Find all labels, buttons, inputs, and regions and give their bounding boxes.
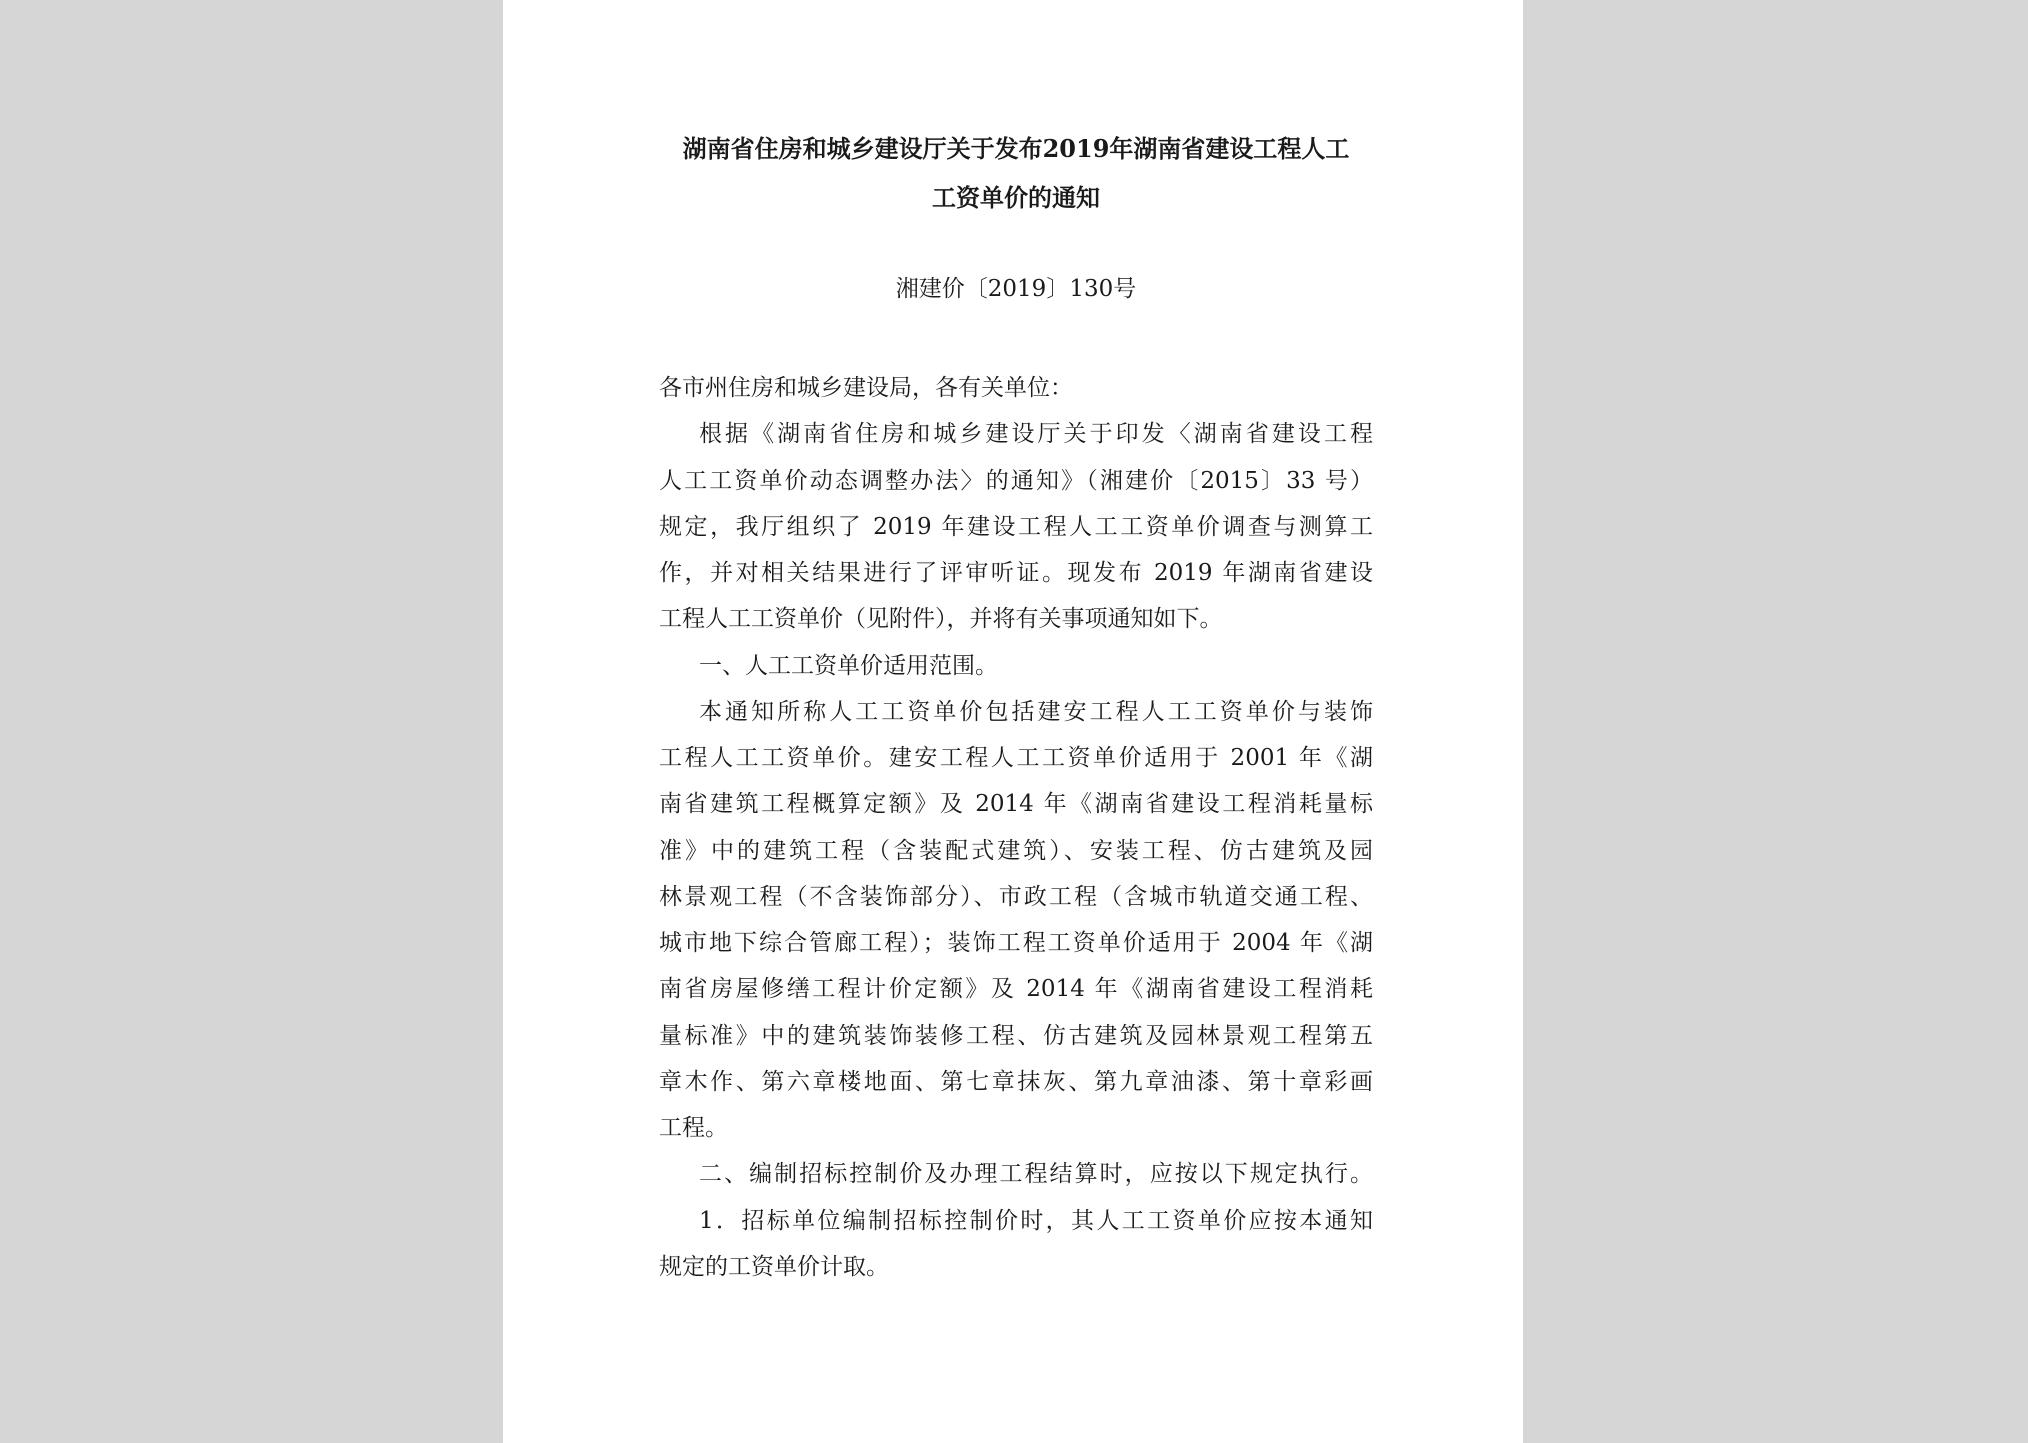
body-line: 城市地下综合管廊工程）；装饰工程工资单价适用于 2004 年《湖 (659, 930, 1373, 956)
body-line: 人工工资单价动态调整办法〉的通知》（湘建价〔2015〕33 号） (659, 467, 1373, 494)
document-title-line-1: 湖南省住房和城乡建设厅关于发布2019年湖南省建设工程人工 (682, 134, 1350, 163)
document-title-line-2: 工资单价的通知 (932, 183, 1100, 212)
body-line: 工程人工工资单价。建安工程人工工资单价适用于 2001 年《湖 (659, 745, 1373, 771)
body-line: 根据《湖南省住房和城乡建设厅关于印发〈湖南省建设工程 (699, 421, 1373, 448)
body-line: 南省房屋修缮工程计价定额》及 2014 年《湖南省建设工程消耗 (659, 976, 1373, 1003)
body-line: 规定，我厅组织了 2019 年建设工程人工工资单价调查与测算工 (659, 513, 1373, 540)
salutation-line: 各市州住房和城乡建设局，各有关单位： (659, 375, 1073, 401)
body-line: 作，并对相关结果进行了评审听证。现发布 2019 年湖南省建设 (659, 560, 1373, 586)
body-line: 工程。 (659, 1115, 728, 1141)
body-line: 工程人工工资单价（见附件），并将有关事项通知如下。 (659, 606, 1223, 633)
body-line: 1．招标单位编制招标控制价时，其人工工资单价应按本通知 (699, 1207, 1373, 1234)
body-line: 章木作、第六章楼地面、第七章抹灰、第九章油漆、第十章彩画 (659, 1068, 1373, 1095)
body-line: 林景观工程（不含装饰部分）、市政工程（含城市轨道交通工程、 (659, 883, 1373, 910)
document-page (503, 0, 1523, 1443)
body-line: 量标准》中的建筑装饰装修工程、仿古建筑及园林景观工程第五 (659, 1022, 1373, 1049)
body-line: 准》中的建筑工程（含装配式建筑）、安装工程、仿古建筑及园 (659, 837, 1373, 864)
section-heading: 二、编制招标控制价及办理工程结算时，应按以下规定执行。 (699, 1161, 1373, 1188)
body-line: 南省建筑工程概算定额》及 2014 年《湖南省建设工程消耗量标 (659, 791, 1373, 818)
section-heading: 一、人工工资单价适用范围。 (699, 652, 998, 679)
document-body (659, 365, 1373, 1290)
body-line: 规定的工资单价计取。 (659, 1253, 889, 1280)
body-line: 本通知所称人工工资单价包括建安工程人工工资单价与装饰 (699, 698, 1373, 725)
document-number: 湘建价〔2019〕130号 (895, 276, 1137, 302)
